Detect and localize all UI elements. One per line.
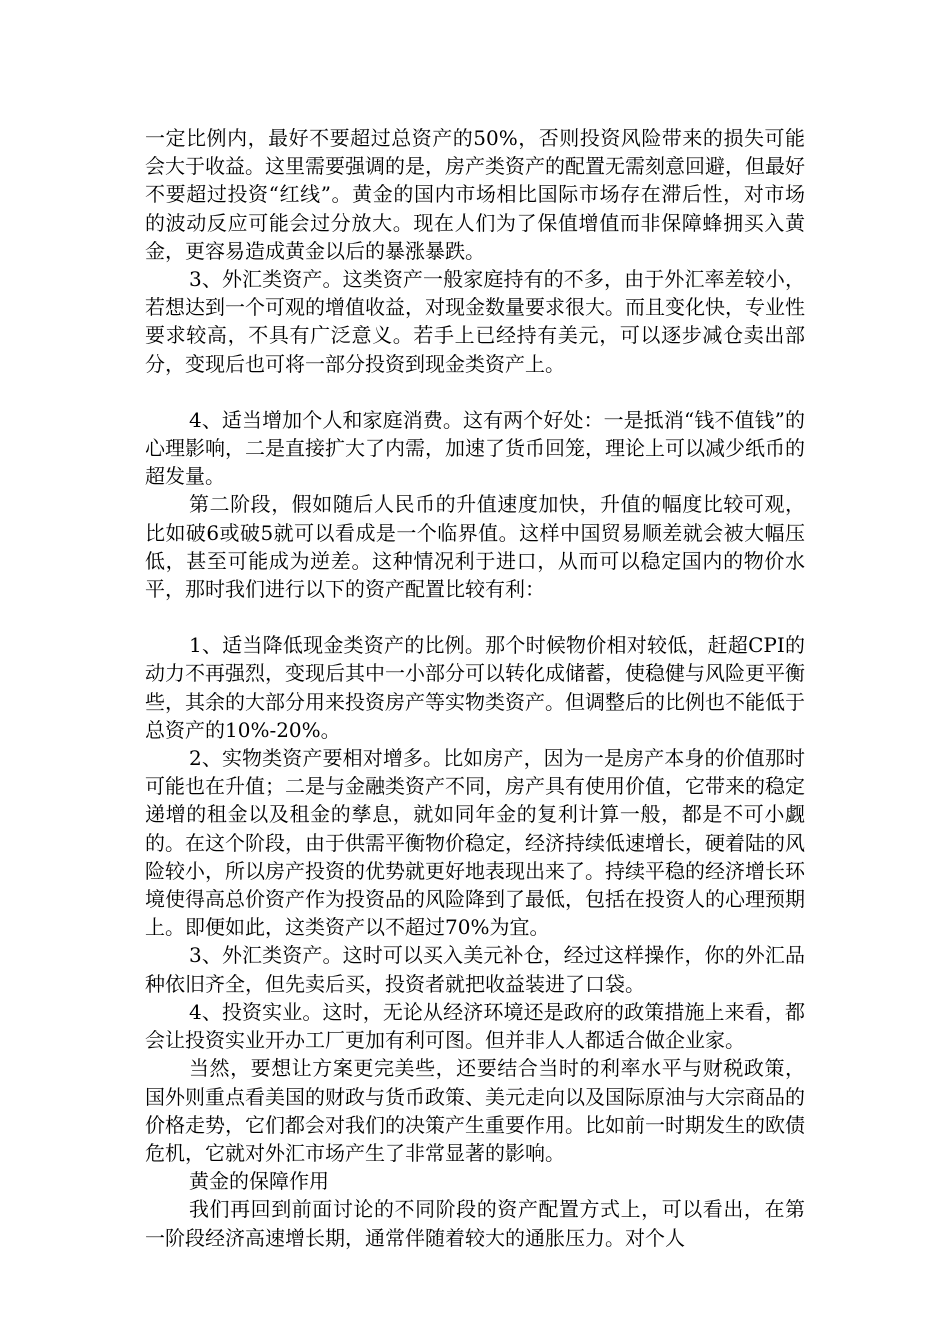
paragraph-reduce-cash: 1、适当降低现金类资产的比例。那个时候物价相对较低，赶超CPI的动力不再强烈，变现后其中一小部分可以转化成储蓄，使稳健与风险更平衡些，其余的大部分用来投资房产等实物类资产。但调整后的比例也不能低于总资产的10%-20%。 <box>145 633 805 742</box>
document-body <box>145 124 805 1252</box>
paragraph-gold-continuation: 一定比例内，最好不要超过总资产的50%，否则投资风险带来的损失可能会大于收益。这里需要强调的是，房产类资产的配置无需刻意回避，但最好不要超过投资“红线”。黄金的国内市场相比国际市场存在滞后性，对市场的波动反应可能会过分放大。现在人们为了保值增值而非保障蜂拥买入黄金，更容易造成黄金以后的暴涨暴跌。 <box>145 126 805 263</box>
section-heading-gold: 黄金的保障作用 <box>189 1169 329 1194</box>
paragraph-increase-consumption: 4、适当增加个人和家庭消费。这有两个好处：一是抵消“钱不值钱”的心理影响，二是直接扩大了内需，加速了货币回笼，理论上可以减少纸币的超发量。 <box>145 407 805 489</box>
paragraph-forex-assets-1: 3、外汇类资产。这类资产一般家庭持有的不多，由于外汇率差较小，若想达到一个可观的增值收益，对现金数量要求很大。而且变化快，专业性要求较高，不具有广泛意义。若手上已经持有美元，可以逐步减仓卖出部分，变现后也可将一部分投资到现金类资产上。 <box>145 267 805 376</box>
paragraph-invest-industry: 4、投资实业。这时，无论从经济环境还是政府的政策措施上来看，都会让投资实业开办工厂更加有利可图。但并非人人都适合做企业家。 <box>145 999 805 1053</box>
paragraph-physical-assets: 2、实物类资产要相对增多。比如房产，因为一是房产本身的价值那时可能也在升值；二是与金融类资产不同，房产具有使用价值，它带来的稳定递增的租金以及租金的孳息，就如同年金的复利计算一般，都是不可小觑的。在这个阶段，由于供需平衡物价稳定，经济持续低速增长，硬着陆的风险较小，所以房产投资的优势就更好地表现出来了。持续平稳的经济增长环境使得高总价资产作为投资品的风险降到了最低，包括在投资人的心理预期上。即便如此，这类资产以不超过70%为宜。 <box>145 746 805 940</box>
paragraph-stage-two: 第二阶段，假如随后人民币的升值速度加快，升值的幅度比较可观，比如破6或破5就可以看成是一个临界值。这样中国贸易顺差就会被大幅压低，甚至可能成为逆差。这种情况利于进口，从而可以稳定国内的物价水平，那时我们进行以下的资产配置比较有利： <box>145 492 805 602</box>
paragraph-conclusion: 当然，要想让方案更完美些，还要结合当时的利率水平与财税政策，国外则重点看美国的财政与货币政策、美元走向以及国际原油与大宗商品的价格走势，它们都会对我们的决策产生重要作用。比如前一时期发生的欧债危机，它就对外汇市场产生了非常显著的影响。 <box>145 1056 805 1165</box>
paragraph-forex-assets-2: 3、外汇类资产。这时可以买入美元补仓，经过这样操作，你的外汇品种依旧齐全，但先卖后买，投资者就把收益装进了口袋。 <box>145 943 805 996</box>
paragraph-gold-protection: 我们再回到前面讨论的不同阶段的资产配置方式上，可以看出，在第一阶段经济高速增长期，通常伴随着较大的通胀压力。对个人 <box>145 1197 805 1250</box>
